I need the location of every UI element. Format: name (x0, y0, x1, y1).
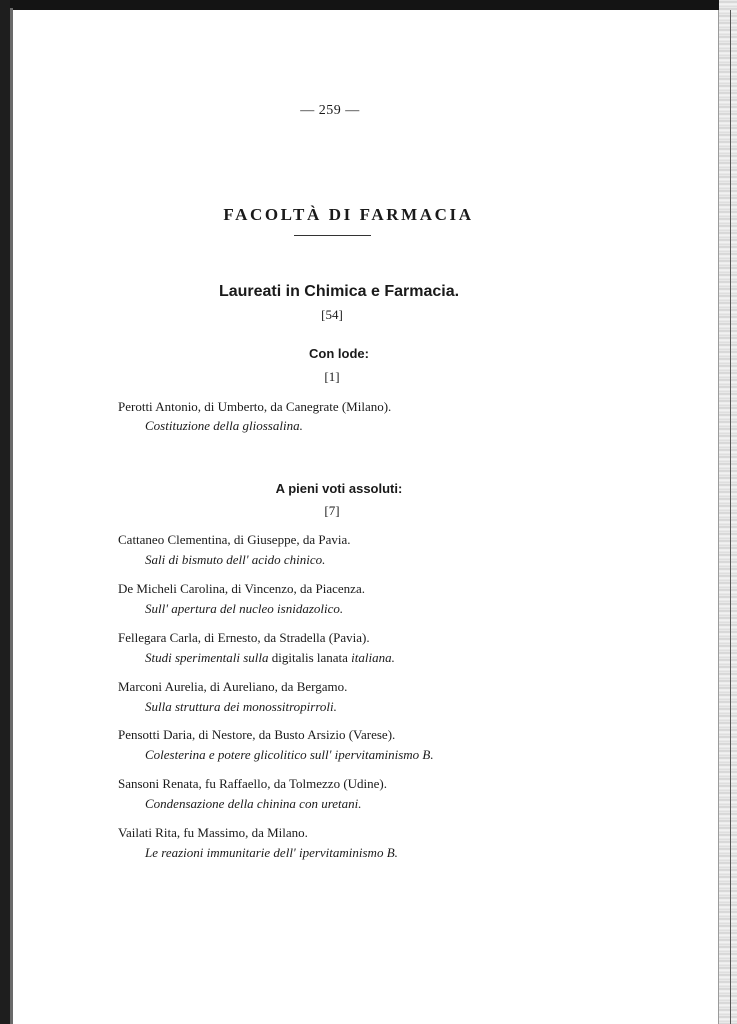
faculty-title: FACOLTÀ DI FARMACIA (223, 205, 474, 224)
thesis-part-roman: digitalis lanata (271, 650, 348, 665)
thesis-part: Studi sperimentali sulla (145, 650, 269, 665)
graduate-name: Perotti Antonio, di Umberto, da Canegrate (Milano). (118, 399, 392, 414)
graduate-name: Sansoni Renata, fu Raffaello, da Tolmezzo (Udine). (118, 776, 388, 791)
page-number: — 259 — (300, 103, 360, 118)
graduate-name: Cattaneo Clementina, di Giuseppe, da Pavia. (118, 532, 351, 547)
scan-right-border (719, 0, 737, 1024)
graduate-name: Marconi Aurelia, di Aureliano, da Bergamo. (118, 679, 348, 694)
group-count-con-lode: [1] (324, 369, 340, 384)
group-count-pieni-voti: [7] (324, 503, 340, 518)
thesis-title: Le reazioni immunitarie dell' ipervitaminismo B. (145, 845, 398, 860)
thesis-title (145, 650, 395, 666)
graduate-name: De Micheli Carolina, di Vincenzo, da Piacenza. (118, 581, 365, 596)
section-count: [54] (321, 307, 343, 322)
thesis-title: Sali di bismuto dell' acido chinico. (145, 552, 326, 567)
thesis-part: italiana. (351, 650, 395, 665)
title-rule (294, 235, 371, 236)
thesis-title: Condensazione della chinina con uretani. (145, 796, 362, 811)
thesis-title: Sulla struttura dei monossitropirroli. (145, 699, 337, 714)
graduate-name: Vailati Rita, fu Massimo, da Milano. (118, 825, 308, 840)
graduate-name: Pensotti Daria, di Nestore, da Busto Arsizio (Varese). (118, 727, 396, 742)
group-heading-con-lode: Con lode: (309, 346, 369, 361)
thesis-title: Sull' apertura del nucleo isnidazolico. (145, 601, 344, 616)
scan-right-line (730, 10, 731, 1024)
thesis-title: Costituzione della gliossalina. (145, 418, 303, 433)
scan-top-border (0, 0, 737, 10)
graduate-name: Fellegara Carla, di Ernesto, da Stradella (Pavia). (118, 630, 370, 645)
thesis-title: Colesterina e potere glicolitico sull' ipervitaminismo B. (145, 747, 434, 762)
group-heading-pieni-voti: A pieni voti assoluti: (275, 481, 403, 496)
section-title: Laureati in Chimica e Farmacia. (218, 283, 460, 300)
